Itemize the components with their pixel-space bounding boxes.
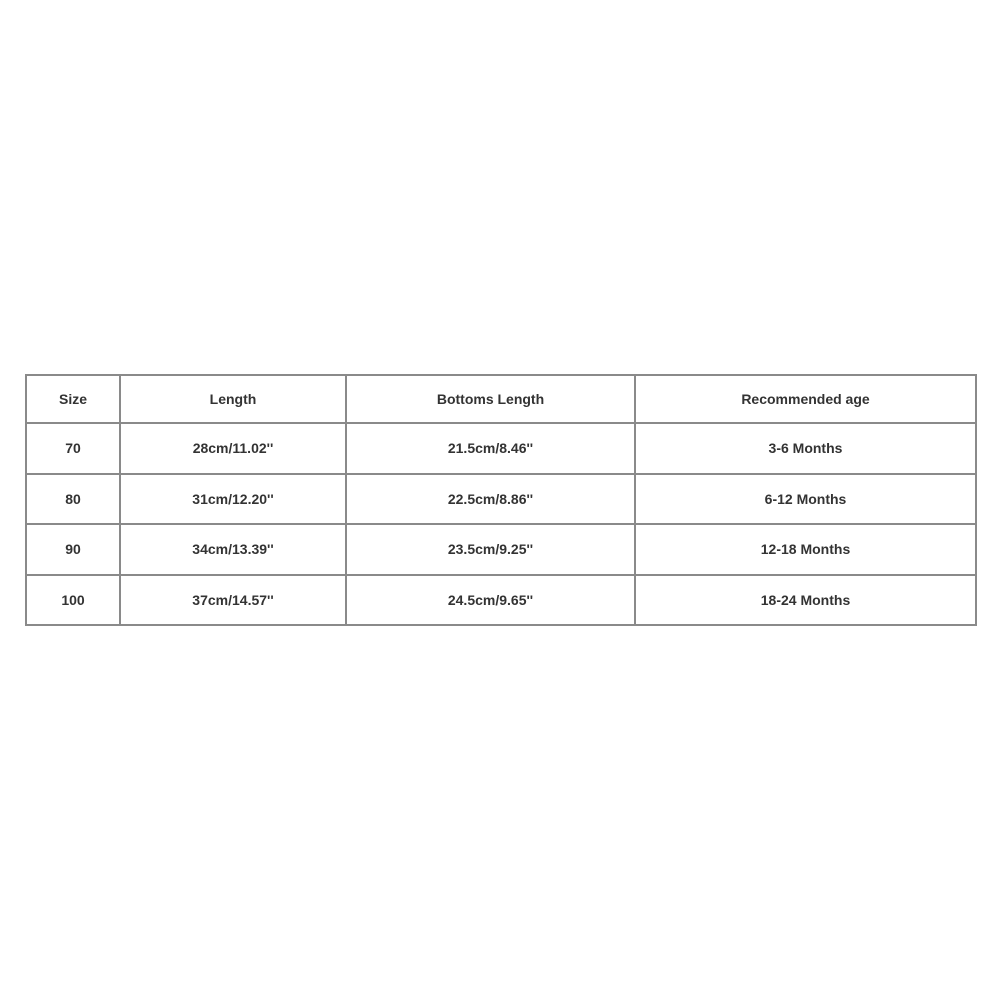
cell-bottoms-length: 21.5cm/8.46'' xyxy=(346,423,635,474)
cell-recommended-age: 3-6 Months xyxy=(635,423,976,474)
cell-size: 70 xyxy=(26,423,120,474)
header-size: Size xyxy=(26,375,120,423)
cell-bottoms-length: 24.5cm/9.65'' xyxy=(346,575,635,626)
table-row xyxy=(26,524,976,575)
cell-bottoms-length: 22.5cm/8.86'' xyxy=(346,474,635,525)
cell-size: 90 xyxy=(26,524,120,575)
table-row xyxy=(26,474,976,525)
cell-bottoms-length: 23.5cm/9.25'' xyxy=(346,524,635,575)
cell-size: 100 xyxy=(26,575,120,626)
cell-length: 37cm/14.57'' xyxy=(120,575,346,626)
cell-length: 31cm/12.20'' xyxy=(120,474,346,525)
cell-recommended-age: 18-24 Months xyxy=(635,575,976,626)
cell-size: 80 xyxy=(26,474,120,525)
table-row xyxy=(26,423,976,474)
table-row xyxy=(26,575,976,626)
header-recommended-age: Recommended age xyxy=(635,375,976,423)
size-chart-table xyxy=(25,374,977,626)
cell-length: 28cm/11.02'' xyxy=(120,423,346,474)
table-header-row xyxy=(26,375,976,423)
cell-length: 34cm/13.39'' xyxy=(120,524,346,575)
header-bottoms-length: Bottoms Length xyxy=(346,375,635,423)
cell-recommended-age: 12-18 Months xyxy=(635,524,976,575)
header-length: Length xyxy=(120,375,346,423)
cell-recommended-age: 6-12 Months xyxy=(635,474,976,525)
